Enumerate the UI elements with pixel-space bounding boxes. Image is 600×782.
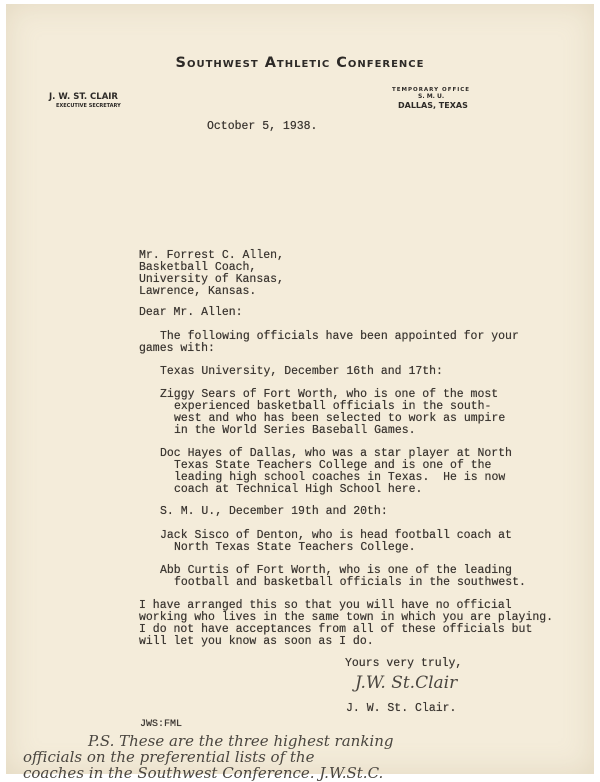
paragraph-line: football and basketball officials in the southwest. — [174, 576, 526, 589]
game-heading-texas: Texas University, December 16th and 17th: — [160, 365, 443, 378]
address-line: University of Kansas, — [139, 273, 284, 286]
office-place: S. M. U. — [418, 93, 445, 100]
intro-line: The following officials have been appointed for your — [160, 330, 519, 343]
postscript-line: coaches in the Southwest Conference. J.W.St.C. — [23, 764, 384, 782]
address-line: Mr. Forrest C. Allen, — [139, 249, 284, 262]
address-line: Lawrence, Kansas. — [139, 285, 257, 298]
paragraph-line: experienced basketball officials in the south- — [174, 400, 492, 413]
office-city: DALLAS, TEXAS — [398, 101, 468, 110]
paragraph-line: I do not have acceptances from all of these officials but — [139, 623, 533, 636]
postscript-line: officials on the preferential lists of the — [23, 748, 315, 766]
paragraph-line: North Texas State Teachers College. — [174, 541, 416, 554]
salutation: Dear Mr. Allen: — [139, 306, 243, 319]
paragraph-line: Ziggy Sears of Fort Worth, who is one of the most — [160, 388, 499, 401]
paragraph-line: coach at Technical High School here. — [174, 483, 423, 496]
paragraph-line: in the World Series Baseball Games. — [174, 424, 416, 437]
paragraph-line: working who lives in the same town in which you are playing. — [139, 611, 554, 624]
signer-name: J. W. St. Clair. — [346, 702, 457, 715]
letter-date: October 5, 1938. — [207, 120, 318, 133]
complimentary-close: Yours very truly, — [345, 657, 463, 670]
paragraph-line: Jack Sisco of Denton, who is head football coach at — [160, 529, 512, 542]
address-line: Basketball Coach, — [139, 261, 257, 274]
reference-initials: JWS:FML — [140, 719, 183, 730]
intro-line: games with: — [139, 342, 215, 355]
handwritten-signature: J.W. St.Clair — [355, 673, 458, 693]
paragraph-line: Doc Hayes of Dallas, who was a star player at North — [160, 447, 512, 460]
secretary-title: EXECUTIVE SECRETARY — [56, 103, 121, 109]
game-heading-smu: S. M. U., December 19th and 20th: — [160, 505, 388, 518]
paragraph-line: leading high school coaches in Texas. He is now — [174, 471, 506, 484]
paragraph-line: will let you know as soon as I do. — [139, 635, 374, 648]
paragraph-line: west and who has been selected to work as umpire — [174, 412, 506, 425]
paragraph-line: Texas State Teachers College and is one of the — [174, 459, 492, 472]
paragraph-line: Abb Curtis of Fort Worth, who is one of the leading — [160, 564, 512, 577]
postscript-line: P.S. These are the three highest ranking — [88, 732, 394, 750]
secretary-name: J. W. ST. CLAIR — [49, 92, 118, 102]
paragraph-line: I have arranged this so that you will have no official — [139, 599, 512, 612]
office-label: TEMPORARY OFFICE — [392, 87, 471, 93]
letterhead-title: Southwest Athletic Conference — [175, 55, 425, 71]
